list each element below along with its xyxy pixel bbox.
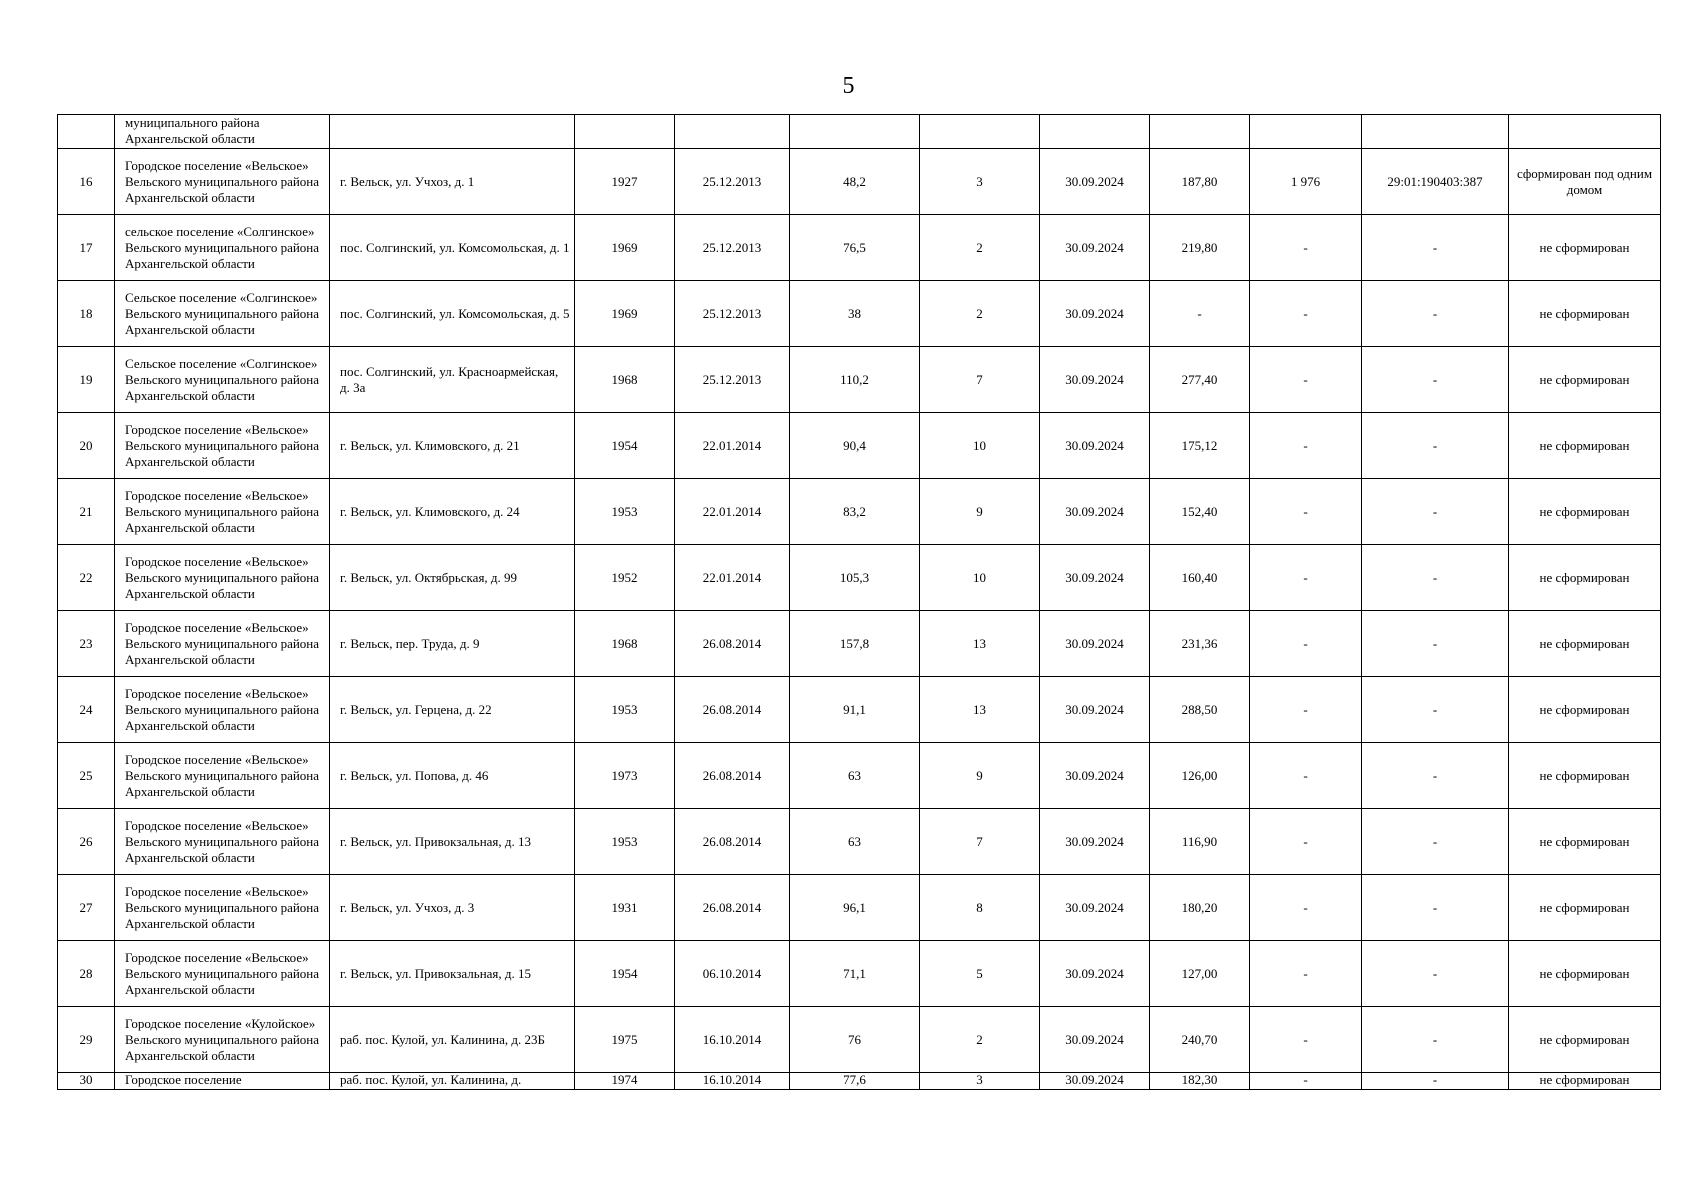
cell-year: 1968 (575, 611, 675, 677)
cell-deadline: 30.09.2024 (1040, 479, 1150, 545)
cell-owner: Сельское поселение «Солгинское» Вельского муниципального района Архангельской области (115, 281, 330, 347)
table-row (58, 215, 1661, 281)
cell-num: 29 (58, 1007, 115, 1073)
cell-year: 1973 (575, 743, 675, 809)
cell-cadastral-value: - (1250, 215, 1362, 281)
cell-num: 24 (58, 677, 115, 743)
table-row (58, 545, 1661, 611)
cell-residents: 3 (920, 149, 1040, 215)
cell-land-status: не сформирован (1509, 479, 1661, 545)
cell-land-area: 231,36 (1150, 611, 1250, 677)
cell-residents (920, 115, 1040, 149)
cell-num: 30 (58, 1073, 115, 1090)
cell-cadastral-value: - (1250, 677, 1362, 743)
cell-residents: 10 (920, 545, 1040, 611)
table-row (58, 611, 1661, 677)
cell-owner: Городское поселение «Вельское» Вельского муниципального района Архангельской области (115, 611, 330, 677)
cell-area: 90,4 (790, 413, 920, 479)
cell-area: 91,1 (790, 677, 920, 743)
table-row (58, 809, 1661, 875)
cell-land-area: - (1150, 281, 1250, 347)
cell-deadline: 30.09.2024 (1040, 941, 1150, 1007)
cell-area: 76 (790, 1007, 920, 1073)
cell-land-status: не сформирован (1509, 611, 1661, 677)
housing-register-table (57, 114, 1661, 1090)
cell-cadastral-value: - (1250, 1073, 1362, 1090)
cell-land-status: не сформирован (1509, 545, 1661, 611)
cell-address: г. Вельск, ул. Октябрьская, д. 99 (330, 545, 575, 611)
cell-num: 23 (58, 611, 115, 677)
cell-date: 06.10.2014 (675, 941, 790, 1007)
cell-cadastral-number (1362, 115, 1509, 149)
cell-num: 28 (58, 941, 115, 1007)
cell-land-area (1150, 115, 1250, 149)
cell-address: раб. пос. Кулой, ул. Калинина, д. (330, 1073, 575, 1090)
cell-num: 21 (58, 479, 115, 545)
cell-cadastral-value: - (1250, 281, 1362, 347)
cell-address: г. Вельск, ул. Учхоз, д. 1 (330, 149, 575, 215)
cell-deadline: 30.09.2024 (1040, 809, 1150, 875)
cell-address: г. Вельск, ул. Герцена, д. 22 (330, 677, 575, 743)
cell-address (330, 115, 575, 149)
cell-land-status: не сформирован (1509, 1007, 1661, 1073)
cell-year: 1931 (575, 875, 675, 941)
cell-cadastral-value: - (1250, 809, 1362, 875)
cell-land-status: не сформирован (1509, 677, 1661, 743)
cell-cadastral-value: - (1250, 347, 1362, 413)
cell-area: 71,1 (790, 941, 920, 1007)
cell-area: 38 (790, 281, 920, 347)
cell-land-area: 187,80 (1150, 149, 1250, 215)
cell-area: 76,5 (790, 215, 920, 281)
cell-residents: 8 (920, 875, 1040, 941)
cell-date (675, 115, 790, 149)
cell-residents: 2 (920, 215, 1040, 281)
table-row (58, 281, 1661, 347)
cell-owner: Городское поселение «Вельское» Вельского муниципального района Архангельской области (115, 941, 330, 1007)
cell-deadline: 30.09.2024 (1040, 413, 1150, 479)
table-row-partial (58, 1073, 1661, 1090)
cell-year: 1953 (575, 677, 675, 743)
cell-cadastral-number: - (1362, 875, 1509, 941)
cell-year: 1954 (575, 941, 675, 1007)
cell-owner: муниципального района Архангельской области (115, 115, 330, 149)
table-row (58, 347, 1661, 413)
cell-address: г. Вельск, ул. Учхоз, д. 3 (330, 875, 575, 941)
cell-year (575, 115, 675, 149)
cell-land-status: не сформирован (1509, 941, 1661, 1007)
cell-residents: 5 (920, 941, 1040, 1007)
table-row (58, 479, 1661, 545)
cell-deadline: 30.09.2024 (1040, 1007, 1150, 1073)
cell-date: 25.12.2013 (675, 149, 790, 215)
cell-address: г. Вельск, пер. Труда, д. 9 (330, 611, 575, 677)
cell-land-area: 152,40 (1150, 479, 1250, 545)
cell-year: 1975 (575, 1007, 675, 1073)
cell-owner: Городское поселение «Вельское» Вельского муниципального района Архангельской области (115, 743, 330, 809)
cell-land-area: 182,30 (1150, 1073, 1250, 1090)
cell-residents: 2 (920, 1007, 1040, 1073)
cell-deadline: 30.09.2024 (1040, 743, 1150, 809)
table-row (58, 743, 1661, 809)
cell-date: 25.12.2013 (675, 215, 790, 281)
cell-land-status: не сформирован (1509, 215, 1661, 281)
cell-deadline: 30.09.2024 (1040, 545, 1150, 611)
cell-land-area: 180,20 (1150, 875, 1250, 941)
cell-land-status: не сформирован (1509, 1073, 1661, 1090)
cell-cadastral-number: - (1362, 809, 1509, 875)
cell-land-status (1509, 115, 1661, 149)
cell-deadline: 30.09.2024 (1040, 677, 1150, 743)
cell-cadastral-number: - (1362, 1073, 1509, 1090)
cell-cadastral-number: - (1362, 545, 1509, 611)
cell-cadastral-value: - (1250, 413, 1362, 479)
cell-cadastral-number: - (1362, 281, 1509, 347)
table-row (58, 1007, 1661, 1073)
cell-num: 19 (58, 347, 115, 413)
cell-cadastral-number: - (1362, 347, 1509, 413)
cell-land-area: 160,40 (1150, 545, 1250, 611)
cell-owner: Городское поселение «Вельское» Вельского муниципального района Архангельской области (115, 413, 330, 479)
cell-cadastral-number: - (1362, 479, 1509, 545)
cell-land-area: 240,70 (1150, 1007, 1250, 1073)
cell-year: 1968 (575, 347, 675, 413)
cell-address: г. Вельск, ул. Привокзальная, д. 13 (330, 809, 575, 875)
cell-land-area: 219,80 (1150, 215, 1250, 281)
cell-land-status: не сформирован (1509, 281, 1661, 347)
cell-cadastral-value: - (1250, 1007, 1362, 1073)
cell-owner: Городское поселение «Кулойское» Вельского муниципального района Архангельской области (115, 1007, 330, 1073)
cell-cadastral-value: - (1250, 611, 1362, 677)
cell-residents: 10 (920, 413, 1040, 479)
table-row-continuation (58, 115, 1661, 149)
cell-owner: Городское поселение «Вельское» Вельского муниципального района Архангельской области (115, 809, 330, 875)
cell-address: раб. пос. Кулой, ул. Калинина, д. 23Б (330, 1007, 575, 1073)
cell-num: 18 (58, 281, 115, 347)
cell-owner: Городское поселение (115, 1073, 330, 1090)
cell-num: 17 (58, 215, 115, 281)
cell-owner: Сельское поселение «Солгинское» Вельского муниципального района Архангельской области (115, 347, 330, 413)
cell-deadline: 30.09.2024 (1040, 1073, 1150, 1090)
cell-area: 157,8 (790, 611, 920, 677)
cell-num: 20 (58, 413, 115, 479)
cell-cadastral-value: - (1250, 479, 1362, 545)
cell-num: 22 (58, 545, 115, 611)
cell-num: 26 (58, 809, 115, 875)
table-row (58, 941, 1661, 1007)
cell-date: 22.01.2014 (675, 479, 790, 545)
cell-cadastral-number: - (1362, 611, 1509, 677)
cell-year: 1969 (575, 281, 675, 347)
cell-address: г. Вельск, ул. Климовского, д. 21 (330, 413, 575, 479)
cell-year: 1969 (575, 215, 675, 281)
cell-num (58, 115, 115, 149)
cell-date: 22.01.2014 (675, 413, 790, 479)
cell-residents: 3 (920, 1073, 1040, 1090)
cell-cadastral-value: - (1250, 743, 1362, 809)
cell-residents: 13 (920, 611, 1040, 677)
cell-deadline (1040, 115, 1150, 149)
cell-residents: 9 (920, 479, 1040, 545)
cell-deadline: 30.09.2024 (1040, 149, 1150, 215)
table-body (58, 115, 1661, 1090)
cell-area: 63 (790, 809, 920, 875)
cell-date: 26.08.2014 (675, 677, 790, 743)
cell-date: 22.01.2014 (675, 545, 790, 611)
cell-land-status: не сформирован (1509, 413, 1661, 479)
cell-residents: 7 (920, 809, 1040, 875)
cell-land-status: не сформирован (1509, 875, 1661, 941)
cell-area: 77,6 (790, 1073, 920, 1090)
cell-date: 26.08.2014 (675, 875, 790, 941)
table-row (58, 413, 1661, 479)
cell-cadastral-number: - (1362, 941, 1509, 1007)
cell-cadastral-number: - (1362, 1007, 1509, 1073)
cell-date: 16.10.2014 (675, 1007, 790, 1073)
cell-land-area: 175,12 (1150, 413, 1250, 479)
cell-land-area: 288,50 (1150, 677, 1250, 743)
cell-address: пос. Солгинский, ул. Комсомольская, д. 1 (330, 215, 575, 281)
cell-land-status: сформирован под одним домом (1509, 149, 1661, 215)
cell-land-status: не сформирован (1509, 347, 1661, 413)
cell-area (790, 115, 920, 149)
cell-area: 48,2 (790, 149, 920, 215)
cell-date: 26.08.2014 (675, 743, 790, 809)
page-number: 5 (842, 73, 855, 99)
cell-num: 16 (58, 149, 115, 215)
table-row (58, 875, 1661, 941)
table-row (58, 677, 1661, 743)
cell-owner: Городское поселение «Вельское» Вельского муниципального района Архангельской области (115, 677, 330, 743)
cell-owner: Городское поселение «Вельское» Вельского муниципального района Архангельской области (115, 545, 330, 611)
cell-deadline: 30.09.2024 (1040, 281, 1150, 347)
cell-deadline: 30.09.2024 (1040, 347, 1150, 413)
cell-area: 105,3 (790, 545, 920, 611)
cell-land-area: 127,00 (1150, 941, 1250, 1007)
cell-land-status: не сформирован (1509, 743, 1661, 809)
cell-land-area: 126,00 (1150, 743, 1250, 809)
cell-area: 96,1 (790, 875, 920, 941)
cell-cadastral-number: - (1362, 413, 1509, 479)
cell-residents: 9 (920, 743, 1040, 809)
cell-cadastral-number: - (1362, 677, 1509, 743)
table-row (58, 149, 1661, 215)
cell-residents: 2 (920, 281, 1040, 347)
cell-residents: 7 (920, 347, 1040, 413)
cell-date: 25.12.2013 (675, 281, 790, 347)
cell-address: г. Вельск, ул. Попова, д. 46 (330, 743, 575, 809)
cell-date: 26.08.2014 (675, 809, 790, 875)
cell-area: 63 (790, 743, 920, 809)
cell-year: 1927 (575, 149, 675, 215)
cell-cadastral-value (1250, 115, 1362, 149)
cell-cadastral-value: - (1250, 941, 1362, 1007)
cell-date: 25.12.2013 (675, 347, 790, 413)
cell-cadastral-value: - (1250, 875, 1362, 941)
cell-owner: сельское поселение «Солгинское» Вельского муниципального района Архангельской области (115, 215, 330, 281)
cell-area: 83,2 (790, 479, 920, 545)
cell-cadastral-number: 29:01:190403:387 (1362, 149, 1509, 215)
cell-cadastral-value: 1 976 (1250, 149, 1362, 215)
cell-year: 1954 (575, 413, 675, 479)
cell-address: г. Вельск, ул. Привокзальная, д. 15 (330, 941, 575, 1007)
cell-deadline: 30.09.2024 (1040, 215, 1150, 281)
cell-owner: Городское поселение «Вельское» Вельского муниципального района Архангельской области (115, 875, 330, 941)
cell-year: 1952 (575, 545, 675, 611)
cell-date: 26.08.2014 (675, 611, 790, 677)
cell-num: 27 (58, 875, 115, 941)
cell-owner: Городское поселение «Вельское» Вельского муниципального района Архангельской области (115, 479, 330, 545)
cell-year: 1953 (575, 479, 675, 545)
cell-address: пос. Солгинский, ул. Красноармейская, д. 3а (330, 347, 575, 413)
cell-num: 25 (58, 743, 115, 809)
cell-residents: 13 (920, 677, 1040, 743)
cell-year: 1974 (575, 1073, 675, 1090)
cell-cadastral-value: - (1250, 545, 1362, 611)
cell-cadastral-number: - (1362, 743, 1509, 809)
cell-address: пос. Солгинский, ул. Комсомольская, д. 5 (330, 281, 575, 347)
cell-date: 16.10.2014 (675, 1073, 790, 1090)
cell-cadastral-number: - (1362, 215, 1509, 281)
cell-land-area: 277,40 (1150, 347, 1250, 413)
cell-area: 110,2 (790, 347, 920, 413)
cell-land-area: 116,90 (1150, 809, 1250, 875)
cell-year: 1953 (575, 809, 675, 875)
cell-deadline: 30.09.2024 (1040, 611, 1150, 677)
cell-land-status: не сформирован (1509, 809, 1661, 875)
cell-owner: Городское поселение «Вельское» Вельского муниципального района Архангельской области (115, 149, 330, 215)
cell-address: г. Вельск, ул. Климовского, д. 24 (330, 479, 575, 545)
cell-deadline: 30.09.2024 (1040, 875, 1150, 941)
